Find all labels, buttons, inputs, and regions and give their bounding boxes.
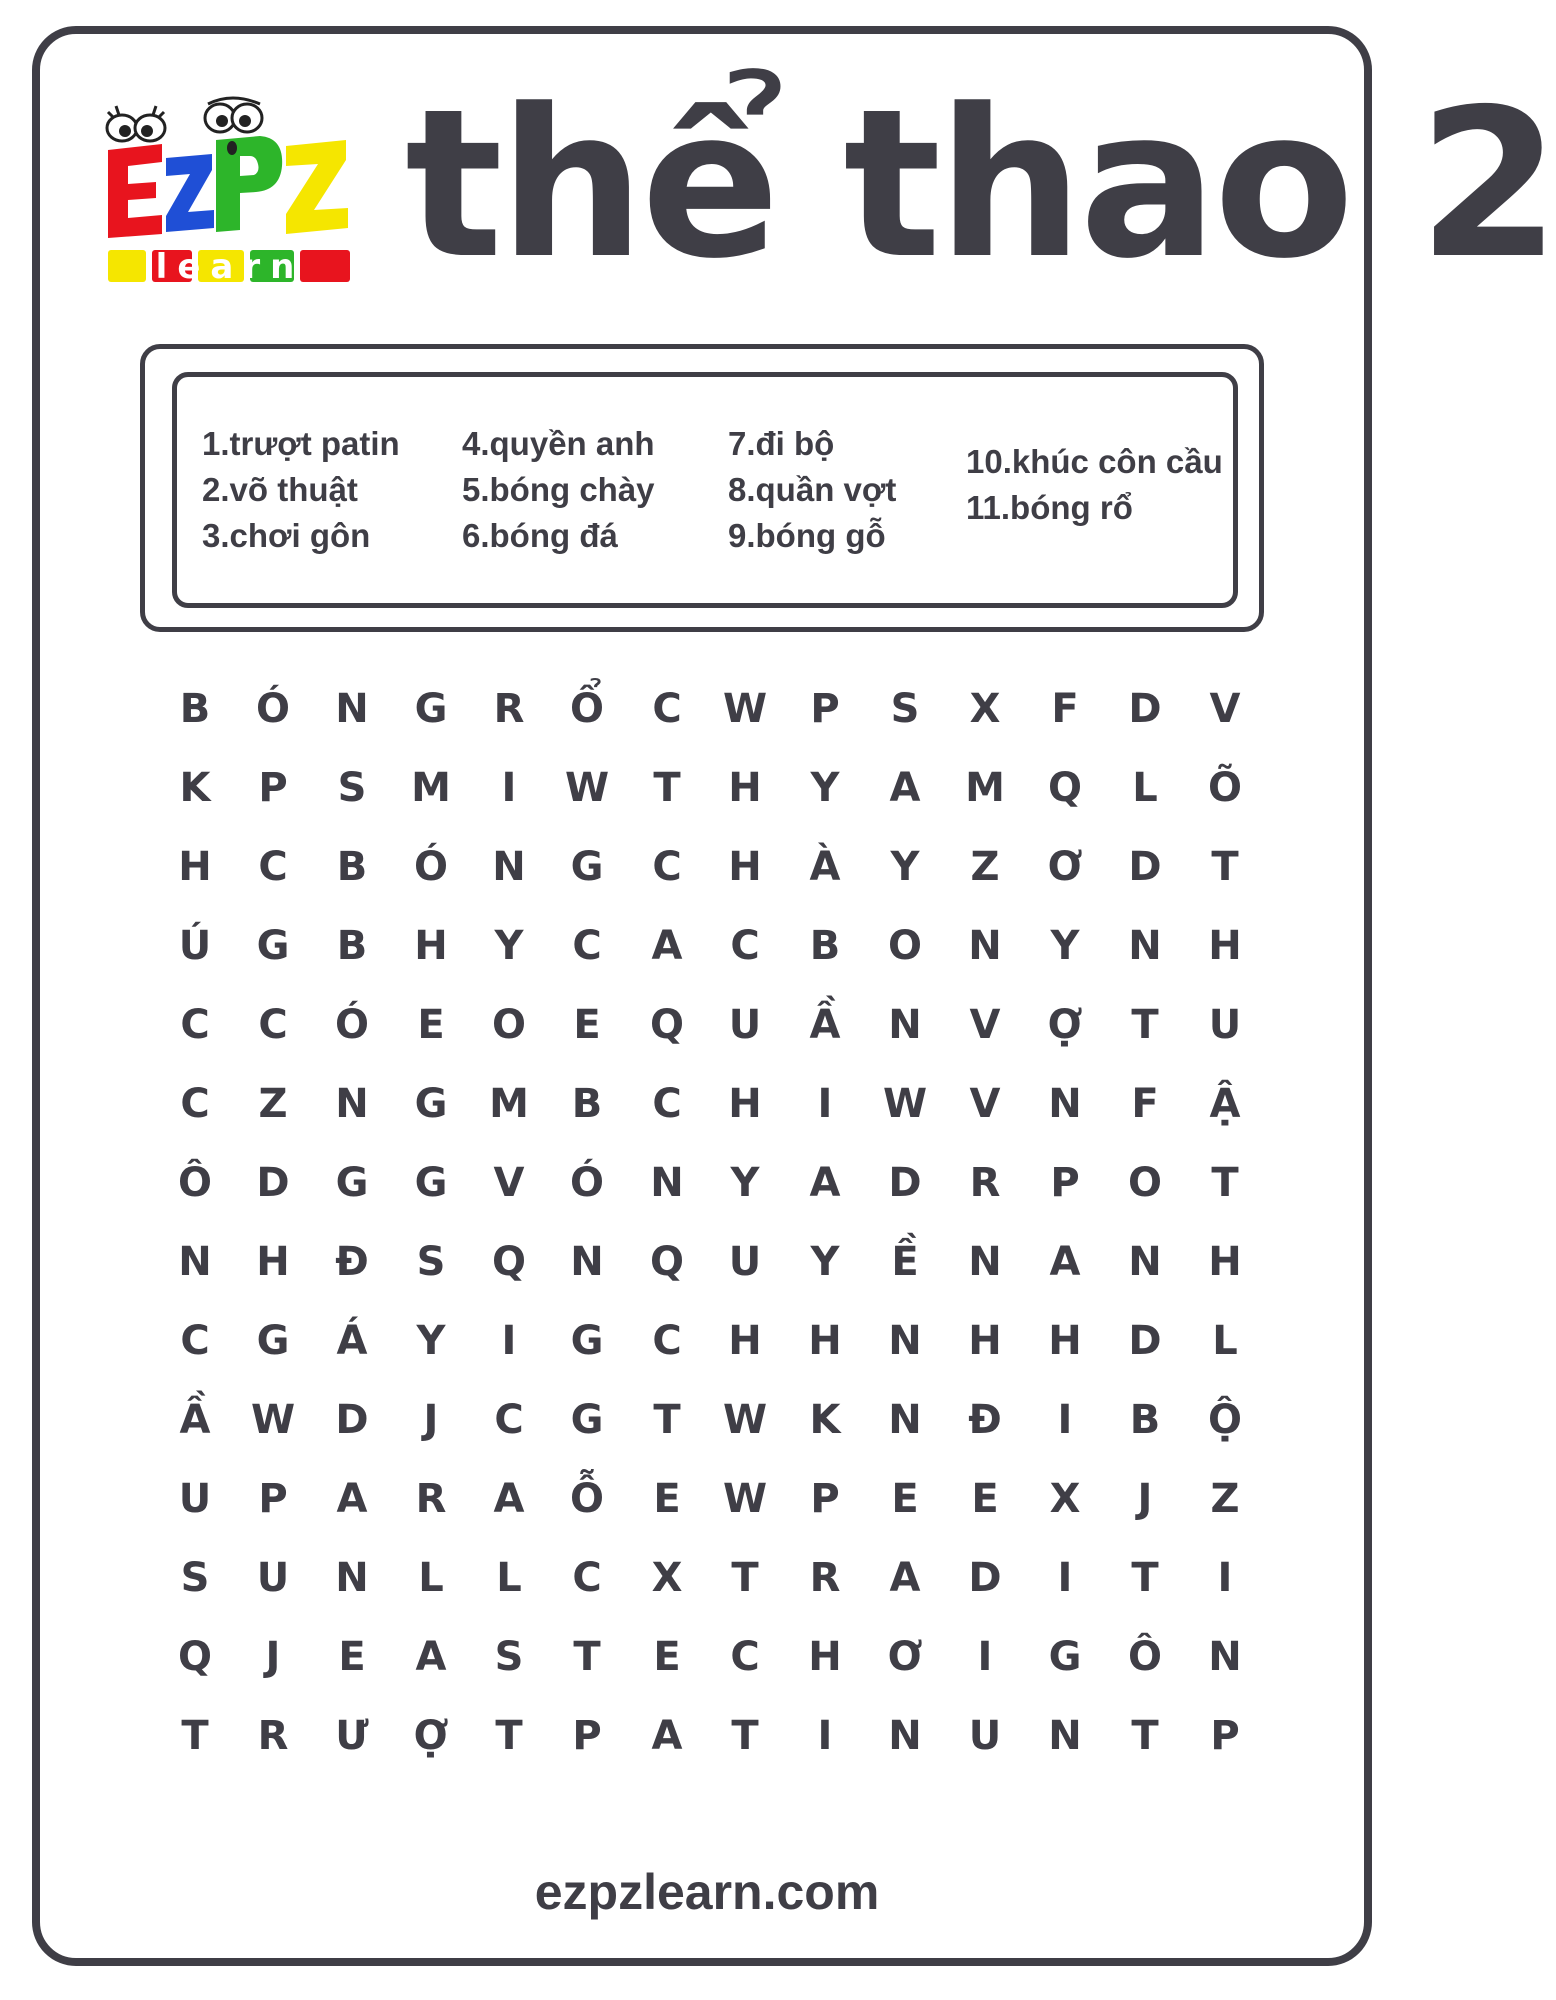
- grid-letter[interactable]: Ó: [255, 686, 290, 732]
- grid-letter[interactable]: N: [492, 844, 526, 890]
- grid-letter[interactable]: N: [888, 1318, 922, 1364]
- grid-letter[interactable]: H: [1208, 923, 1242, 969]
- grid-letter[interactable]: T: [653, 1397, 681, 1443]
- grid-letter[interactable]: C: [730, 1634, 760, 1680]
- grid-letter[interactable]: R: [415, 1476, 447, 1522]
- grid-letter[interactable]: P: [572, 1713, 602, 1759]
- grid-letter[interactable]: C: [652, 686, 682, 732]
- grid-letter[interactable]: R: [969, 1160, 1001, 1206]
- grid-letter[interactable]: J: [423, 1397, 439, 1443]
- grid-letter[interactable]: B: [179, 686, 211, 732]
- grid-letter[interactable]: D: [1128, 1318, 1162, 1364]
- grid-letter[interactable]: Ộ: [1207, 1397, 1242, 1443]
- grid-letter[interactable]: G: [256, 1318, 290, 1364]
- grid-letter[interactable]: X: [651, 1555, 683, 1601]
- grid-letter[interactable]: G: [335, 1160, 369, 1206]
- grid-letter[interactable]: N: [335, 1555, 369, 1601]
- grid-letter[interactable]: C: [180, 1081, 210, 1127]
- grid-letter[interactable]: Ó: [334, 1002, 369, 1048]
- word-item: 10.khúc côn cầu: [966, 443, 1223, 480]
- grid-letter[interactable]: H: [728, 1081, 762, 1127]
- logo-eyes-right: [205, 98, 262, 132]
- grid-letter[interactable]: N: [968, 923, 1002, 969]
- grid-letter[interactable]: E: [417, 1002, 445, 1048]
- grid-letter[interactable]: Q: [649, 1002, 684, 1048]
- grid-letter[interactable]: T: [1131, 1555, 1159, 1601]
- word-item: 3.chơi gôn: [202, 517, 371, 554]
- grid-letter[interactable]: N: [1208, 1634, 1242, 1680]
- grid-letter[interactable]: E: [653, 1476, 681, 1522]
- logo-learn-text: learn: [155, 247, 305, 287]
- grid-letter[interactable]: A: [1049, 1239, 1081, 1285]
- grid-letter[interactable]: F: [1131, 1081, 1159, 1127]
- grid-letter[interactable]: Đ: [335, 1239, 369, 1285]
- grid-letter[interactable]: I: [817, 1081, 833, 1127]
- grid-letter[interactable]: Đ: [968, 1397, 1002, 1443]
- grid-letter[interactable]: T: [181, 1713, 209, 1759]
- grid-letter[interactable]: A: [889, 1555, 921, 1601]
- word-item: 4.quyền anh: [462, 425, 655, 462]
- grid-letter[interactable]: N: [1048, 1081, 1082, 1127]
- word-item: 1.trượt patin: [202, 425, 400, 462]
- grid-letter[interactable]: N: [650, 1160, 684, 1206]
- grid-letter[interactable]: C: [652, 1318, 682, 1364]
- grid-letter[interactable]: Z: [258, 1081, 288, 1127]
- grid-letter[interactable]: T: [731, 1555, 759, 1601]
- grid-letter[interactable]: G: [256, 923, 290, 969]
- grid-letter[interactable]: Ô: [177, 1160, 212, 1206]
- logo-eyes-left: [107, 106, 165, 141]
- grid-letter[interactable]: R: [257, 1713, 289, 1759]
- grid-letter[interactable]: H: [728, 844, 762, 890]
- grid-letter[interactable]: Y: [810, 765, 840, 811]
- grid-letter[interactable]: I: [1217, 1555, 1233, 1601]
- grid-letter[interactable]: Ỗ: [569, 1476, 604, 1522]
- grid-letter[interactable]: P: [258, 765, 288, 811]
- grid-letter[interactable]: S: [180, 1555, 210, 1601]
- grid-letter[interactable]: T: [731, 1713, 759, 1759]
- grid-letter[interactable]: T: [1211, 844, 1239, 890]
- grid-letter[interactable]: T: [1211, 1160, 1239, 1206]
- grid-letter[interactable]: Á: [336, 1318, 368, 1364]
- grid-letter[interactable]: C: [572, 1555, 602, 1601]
- grid-letter[interactable]: À: [809, 844, 841, 890]
- grid-letter[interactable]: H: [808, 1318, 842, 1364]
- grid-letter[interactable]: Y: [890, 844, 920, 890]
- grid-letter[interactable]: D: [1128, 686, 1162, 732]
- word-item: 2.võ thuật: [202, 471, 358, 508]
- grid-letter[interactable]: A: [493, 1476, 525, 1522]
- grid-letter[interactable]: Q: [177, 1634, 212, 1680]
- grid-letter[interactable]: V: [969, 1002, 1001, 1048]
- grid-letter[interactable]: G: [1048, 1634, 1082, 1680]
- word-item: 9.bóng gỗ: [728, 517, 886, 554]
- grid-letter[interactable]: U: [968, 1713, 1002, 1759]
- grid-letter[interactable]: D: [335, 1397, 369, 1443]
- grid-letter[interactable]: P: [1210, 1713, 1240, 1759]
- grid-letter[interactable]: N: [570, 1239, 604, 1285]
- grid-letter[interactable]: P: [1050, 1160, 1080, 1206]
- grid-letter[interactable]: G: [414, 686, 448, 732]
- grid-letter[interactable]: E: [338, 1634, 366, 1680]
- grid-letter[interactable]: B: [571, 1081, 603, 1127]
- grid-letter[interactable]: E: [891, 1476, 919, 1522]
- grid-letter[interactable]: Q: [649, 1239, 684, 1285]
- grid-letter[interactable]: Ư: [335, 1713, 369, 1759]
- grid-letter[interactable]: J: [265, 1634, 281, 1680]
- grid-letter[interactable]: S: [337, 765, 367, 811]
- grid-letter[interactable]: Ó: [413, 844, 448, 890]
- grid-letter[interactable]: Ợ: [413, 1713, 449, 1759]
- grid-letter[interactable]: S: [416, 1239, 446, 1285]
- grid-letter[interactable]: Ơ: [1047, 844, 1083, 890]
- grid-letter[interactable]: V: [493, 1160, 525, 1206]
- grid-letter[interactable]: H: [178, 844, 212, 890]
- grid-letter[interactable]: C: [180, 1002, 210, 1048]
- grid-letter[interactable]: Z: [1210, 1476, 1240, 1522]
- grid-letter[interactable]: K: [809, 1397, 841, 1443]
- grid-letter[interactable]: A: [651, 923, 683, 969]
- grid-letter[interactable]: T: [653, 765, 681, 811]
- grid-letter[interactable]: N: [335, 1081, 369, 1127]
- grid-letter[interactable]: N: [335, 686, 369, 732]
- grid-letter[interactable]: A: [336, 1476, 368, 1522]
- grid-letter[interactable]: D: [968, 1555, 1002, 1601]
- grid-letter[interactable]: R: [493, 686, 525, 732]
- grid-letter[interactable]: B: [336, 923, 368, 969]
- grid-letter[interactable]: U: [1208, 1002, 1242, 1048]
- page-frame: [32, 26, 1556, 1966]
- grid-letter[interactable]: Ó: [569, 1160, 604, 1206]
- grid-letter[interactable]: B: [336, 844, 368, 890]
- word-item: 6.bóng đá: [462, 517, 618, 554]
- word-item: 5.bóng chày: [462, 471, 655, 508]
- grid-letter[interactable]: J: [1137, 1476, 1153, 1522]
- grid-letter[interactable]: Y: [494, 923, 524, 969]
- grid-letter[interactable]: T: [1131, 1713, 1159, 1759]
- grid-letter[interactable]: C: [258, 1002, 288, 1048]
- grid-letter[interactable]: C: [572, 923, 602, 969]
- page-title: thể thao 2: [405, 66, 1556, 304]
- grid-letter[interactable]: H: [728, 1318, 762, 1364]
- grid-letter[interactable]: I: [1057, 1397, 1073, 1443]
- grid-letter[interactable]: O: [491, 1002, 526, 1048]
- grid-letter[interactable]: I: [817, 1713, 833, 1759]
- grid-letter[interactable]: A: [651, 1713, 683, 1759]
- grid-letter[interactable]: T: [495, 1713, 523, 1759]
- grid-letter[interactable]: L: [496, 1555, 522, 1601]
- grid-letter[interactable]: Ầ: [809, 1002, 841, 1048]
- grid-letter[interactable]: M: [489, 1081, 529, 1127]
- grid-letter[interactable]: N: [178, 1239, 212, 1285]
- grid-letter[interactable]: G: [570, 844, 604, 890]
- grid-letter[interactable]: W: [564, 765, 610, 811]
- grid-letter[interactable]: L: [1132, 765, 1158, 811]
- grid-letter[interactable]: D: [1128, 844, 1162, 890]
- grid-letter[interactable]: I: [1057, 1555, 1073, 1601]
- grid-letter[interactable]: Ơ: [887, 1634, 923, 1680]
- grid-letter[interactable]: Ề: [891, 1239, 919, 1285]
- grid-letter[interactable]: C: [258, 844, 288, 890]
- grid-letter[interactable]: X: [1049, 1476, 1081, 1522]
- grid-letter[interactable]: H: [808, 1634, 842, 1680]
- grid-letter[interactable]: A: [889, 765, 921, 811]
- grid-letter[interactable]: N: [888, 1002, 922, 1048]
- grid-letter[interactable]: Q: [1047, 765, 1082, 811]
- grid-letter[interactable]: H: [414, 923, 448, 969]
- grid-letter[interactable]: I: [977, 1634, 993, 1680]
- grid-letter[interactable]: Ổ: [569, 686, 604, 732]
- grid-letter[interactable]: A: [809, 1160, 841, 1206]
- grid-letter[interactable]: W: [882, 1081, 928, 1127]
- grid-letter[interactable]: N: [888, 1713, 922, 1759]
- grid-letter[interactable]: H: [1048, 1318, 1082, 1364]
- grid-letter[interactable]: S: [890, 686, 920, 732]
- grid-letter[interactable]: M: [411, 765, 451, 811]
- grid-letter[interactable]: N: [1048, 1713, 1082, 1759]
- grid-letter[interactable]: W: [722, 1476, 768, 1522]
- grid-letter[interactable]: I: [501, 765, 517, 811]
- grid-letter[interactable]: X: [969, 686, 1001, 732]
- grid-letter[interactable]: Y: [730, 1160, 760, 1206]
- grid-letter[interactable]: U: [256, 1555, 290, 1601]
- grid-letter[interactable]: Y: [416, 1318, 446, 1364]
- word-item: 8.quần vợt: [728, 471, 897, 508]
- grid-letter[interactable]: N: [1128, 923, 1162, 969]
- grid-letter[interactable]: N: [968, 1239, 1002, 1285]
- grid-letter[interactable]: Ợ: [1047, 1002, 1083, 1048]
- grid-letter[interactable]: Ậ: [1209, 1081, 1241, 1127]
- grid-letter[interactable]: O: [1127, 1160, 1162, 1206]
- grid-letter[interactable]: C: [494, 1397, 524, 1443]
- grid-letter[interactable]: P: [810, 686, 840, 732]
- grid-letter[interactable]: H: [1208, 1239, 1242, 1285]
- grid-letter[interactable]: Y: [810, 1239, 840, 1285]
- grid-letter[interactable]: G: [414, 1160, 448, 1206]
- grid-letter[interactable]: L: [1212, 1318, 1238, 1364]
- grid-letter[interactable]: Z: [970, 844, 1000, 890]
- word-item: 7.đi bộ: [728, 425, 835, 462]
- grid-letter[interactable]: G: [570, 1397, 604, 1443]
- grid-letter[interactable]: N: [888, 1397, 922, 1443]
- grid-letter[interactable]: C: [652, 844, 682, 890]
- grid-letter[interactable]: W: [250, 1397, 296, 1443]
- grid-letter[interactable]: U: [728, 1002, 762, 1048]
- grid-letter[interactable]: V: [969, 1081, 1001, 1127]
- grid-letter[interactable]: W: [722, 1397, 768, 1443]
- grid-letter[interactable]: H: [968, 1318, 1002, 1364]
- grid-letter[interactable]: Ô: [1127, 1634, 1162, 1680]
- grid-letter[interactable]: V: [1209, 686, 1241, 732]
- grid-letter[interactable]: W: [722, 686, 768, 732]
- grid-letter[interactable]: O: [887, 923, 922, 969]
- grid-letter[interactable]: H: [256, 1239, 290, 1285]
- grid-letter[interactable]: C: [180, 1318, 210, 1364]
- word-item: 11.bóng rổ: [966, 489, 1133, 526]
- grid-letter[interactable]: Q: [491, 1239, 526, 1285]
- grid-letter[interactable]: H: [728, 765, 762, 811]
- grid-letter[interactable]: T: [1131, 1002, 1159, 1048]
- grid-letter[interactable]: R: [809, 1555, 841, 1601]
- grid-letter[interactable]: F: [1051, 686, 1079, 732]
- grid-letter[interactable]: B: [809, 923, 841, 969]
- grid-letter[interactable]: Y: [1050, 923, 1080, 969]
- grid-letter[interactable]: I: [501, 1318, 517, 1364]
- grid-letter[interactable]: N: [1128, 1239, 1162, 1285]
- grid-letter[interactable]: D: [888, 1160, 922, 1206]
- grid-letter[interactable]: Ú: [178, 923, 212, 969]
- grid-letter[interactable]: P: [258, 1476, 288, 1522]
- grid-letter[interactable]: D: [256, 1160, 290, 1206]
- grid-letter[interactable]: E: [653, 1634, 681, 1680]
- grid-letter[interactable]: Ầ: [179, 1397, 211, 1443]
- grid-letter[interactable]: E: [573, 1002, 601, 1048]
- grid-letter[interactable]: L: [418, 1555, 444, 1601]
- grid-letter[interactable]: S: [494, 1634, 524, 1680]
- grid-letter[interactable]: K: [179, 765, 211, 811]
- grid-letter[interactable]: P: [810, 1476, 840, 1522]
- ezpz-learn-logo: [100, 100, 360, 290]
- grid-letter[interactable]: U: [178, 1476, 212, 1522]
- footer-website: ezpzlearn.com: [534, 1864, 880, 1920]
- grid-letter[interactable]: C: [652, 1081, 682, 1127]
- grid-letter[interactable]: T: [573, 1634, 601, 1680]
- grid-letter[interactable]: U: [728, 1239, 762, 1285]
- grid-letter[interactable]: E: [971, 1476, 999, 1522]
- grid-letter[interactable]: C: [730, 923, 760, 969]
- grid-letter[interactable]: A: [415, 1634, 447, 1680]
- grid-letter[interactable]: G: [414, 1081, 448, 1127]
- grid-letter[interactable]: M: [965, 765, 1005, 811]
- grid-letter[interactable]: Õ: [1207, 765, 1242, 811]
- grid-letter[interactable]: G: [570, 1318, 604, 1364]
- grid-letter[interactable]: B: [1129, 1397, 1161, 1443]
